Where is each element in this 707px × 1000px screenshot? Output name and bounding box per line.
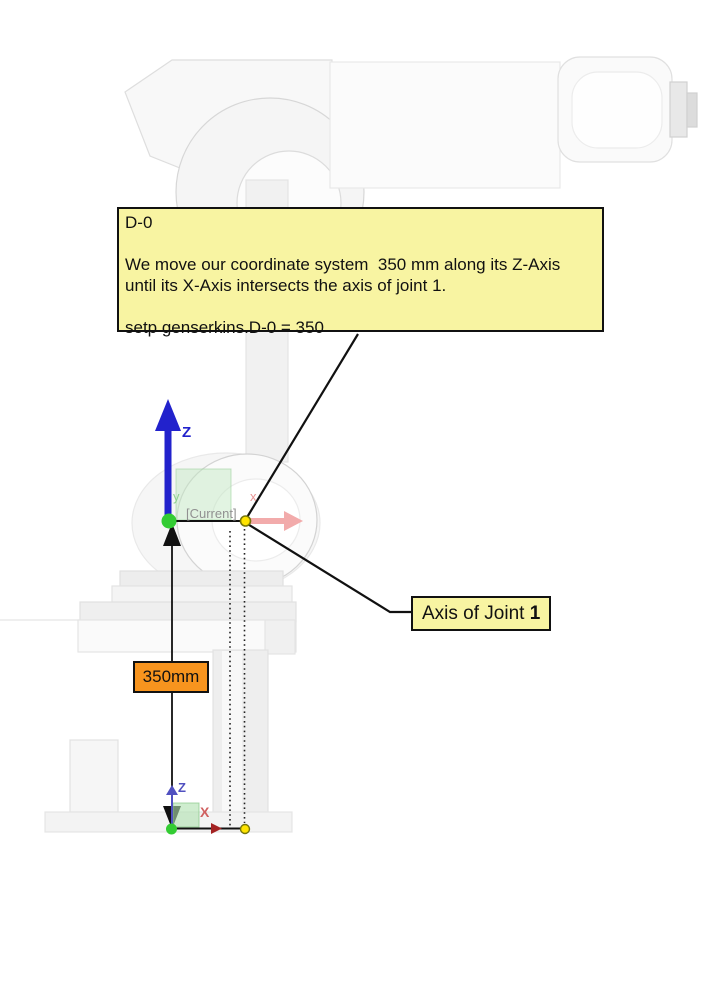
axis-of-joint-1-label [411,596,551,631]
joint1-axis-marker-top [241,516,251,526]
callout-body: We move our coordinate system 350 mm along its Z-Axis until its X-Axis intersects the axis of joint 1. [125,255,565,295]
current-frame-label: [Current] [186,506,237,521]
callout-title: D-0 [125,213,153,232]
base-z-axis-head [166,785,178,795]
y-axis-faint-label: y [173,489,180,504]
callout-d0 [117,207,604,337]
dimension-350mm-label: 350mm [133,661,209,693]
x-axis-arrow-head [284,511,303,531]
base-frame-plane [173,803,199,827]
base-z-axis-label: Z [178,780,186,795]
base-x-axis-head [211,823,222,834]
axis-label-text: Axis of Joint [422,603,530,624]
joint1-axis-marker-bottom [241,825,250,834]
current-origin-dot [162,514,177,529]
z-axis-arrow-head [155,399,181,431]
axis-label-leader-line [246,523,411,612]
base-x-axis-label: X [200,804,210,820]
axis-label-number: 1 [529,603,541,624]
x-axis-faint-label: x [250,489,257,504]
base-origin-dot [166,824,177,835]
z-axis-label: Z [182,424,192,441]
callout-command: setp genserkins.D-0 = 350 [125,318,324,337]
callout-leader-line [246,334,358,519]
